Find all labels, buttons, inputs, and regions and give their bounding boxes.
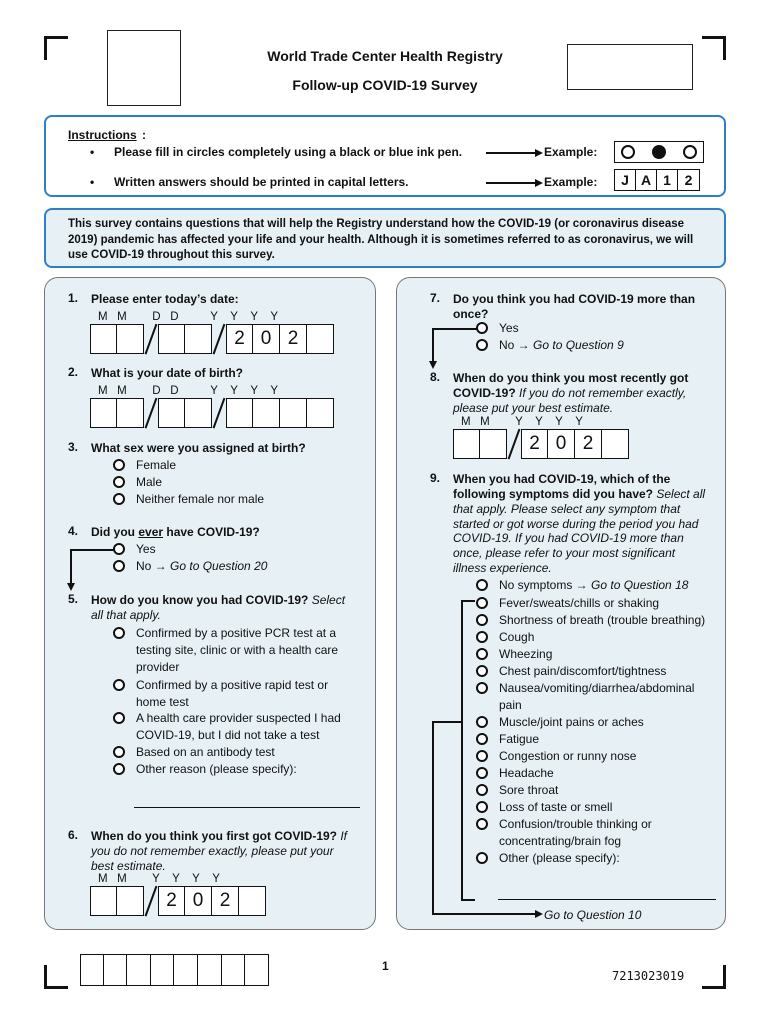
q5-option-pcr: Confirmed by a positive PCR test at a <box>136 626 337 640</box>
q9-option-shortness-of-breath: Shortness of breath (trouble breathing) <box>499 613 706 627</box>
q9-instruction-line: COVID-19. If you had COVID-19 more than <box>453 531 684 545</box>
q1-day-box[interactable] <box>158 324 185 354</box>
q8-date-field[interactable] <box>453 429 629 459</box>
q2-year-box[interactable] <box>226 398 253 428</box>
q9-instruction-line: once, please refer to your most significant <box>453 546 676 560</box>
example-letter: 1 <box>657 170 678 190</box>
example-letter-boxes <box>614 169 700 191</box>
q9-option-confusion-line2: concentrating/brain fog <box>499 834 622 848</box>
q6-text-cont: you do not remember exactly, please put your <box>91 844 334 858</box>
q9-option-circle[interactable] <box>476 716 488 728</box>
q9-option-muscle-pain: Muscle/joint pains or aches <box>499 715 644 729</box>
q8-year-box: 0 <box>548 429 575 459</box>
page-title: World Trade Center Health Registry <box>267 48 503 64</box>
q3-option-female: Female <box>136 458 177 472</box>
q4-option-no-circle[interactable] <box>113 560 125 572</box>
q3-option-neither: Neither female nor male <box>136 492 265 506</box>
example-empty-circle <box>621 145 635 159</box>
q1-month-box[interactable] <box>90 324 117 354</box>
q9-option-circle[interactable] <box>476 597 488 609</box>
q9-option-chest-pain: Chest pain/discomfort/tightness <box>499 664 667 678</box>
q1-text: Please enter today’s date: <box>91 292 239 306</box>
q6-date-field[interactable] <box>90 886 266 916</box>
q9-option-confusion: Confusion/trouble thinking or <box>499 817 652 831</box>
q9-option-cough: Cough <box>499 630 535 644</box>
q2-text: What is your date of birth? <box>91 366 243 380</box>
q9-option-circle[interactable] <box>476 648 488 660</box>
q9-text-cont: following symptoms did you have? Select all <box>453 487 706 501</box>
q1-year-box: 0 <box>253 324 280 354</box>
example-circles <box>614 141 704 163</box>
q9-option-fatigue: Fatigue <box>499 732 540 746</box>
q9-instruction-line: illness experience. <box>453 561 552 575</box>
q5-option-antibody: Based on an antibody test <box>136 745 275 759</box>
q8-year-box: 2 <box>575 429 602 459</box>
q9-option-other: Other (please specify): <box>499 851 620 865</box>
instruction-bullet-2: Written answers should be printed in capital letters. <box>114 175 409 189</box>
q9-option-nausea-line2: pain <box>499 698 522 712</box>
q5-option-other: Other reason (please specify): <box>136 762 297 776</box>
example-label-1: Example: <box>544 145 598 159</box>
q5-specify-line[interactable] <box>134 807 360 808</box>
q9-option-circle[interactable] <box>476 767 488 779</box>
q4-option-yes-circle[interactable] <box>113 543 125 555</box>
page-number: 1 <box>382 959 389 973</box>
q5-option-rapid-line2: home test <box>136 695 189 709</box>
intro-paragraph: This survey contains questions that will help the Registry understand how the COVID-19 (or coronavirus disease 2019) pandemic has affected your life and your health. Although it is sometimes referred to as coronavirus, we will use COVID-19 throughout this survey. <box>44 208 726 268</box>
q9-option-wheezing: Wheezing <box>499 647 553 661</box>
q5-option-circle[interactable] <box>113 763 125 775</box>
q5-number: 5. <box>68 592 79 606</box>
q6-text: When do you think you first got COVID-19? If <box>91 829 348 843</box>
q6-year-box[interactable] <box>239 886 266 916</box>
q9-specify-line[interactable] <box>498 899 716 900</box>
q5-option-circle[interactable] <box>113 627 125 639</box>
footer-id-boxes <box>80 954 269 986</box>
q9-instruction-line: that apply. Please select any symptom that <box>453 502 681 516</box>
q8-text: When do you think you most recently got <box>453 371 689 385</box>
q9-option-circle[interactable] <box>476 818 488 830</box>
example-letter: A <box>636 170 657 190</box>
q4-option-yes: Yes <box>136 542 156 556</box>
q9-option-circle[interactable] <box>476 784 488 796</box>
q1-month-box[interactable] <box>117 324 144 354</box>
q9-option-no-symptoms: No symptoms → Go to Question 18 <box>499 578 689 592</box>
instructions-heading: Instructions <box>68 128 137 142</box>
q5-option-pcr-line2: testing site, clinic or with a health care <box>136 643 339 657</box>
q9-text: When you had COVID-19, which of the <box>453 472 671 486</box>
example-letter: 2 <box>684 172 693 188</box>
q3-option-circle[interactable] <box>113 476 125 488</box>
q9-option-circle[interactable] <box>476 631 488 643</box>
form-id: 7213023019 <box>612 969 685 983</box>
q5-option-circle[interactable] <box>113 679 125 691</box>
q5-option-rapid: Confirmed by a positive rapid test or <box>136 678 329 692</box>
q6-text-cont2: best estimate. <box>91 859 166 873</box>
q8-field-labels: M M Y Y Y Y <box>461 416 583 428</box>
q9-option-circle[interactable] <box>476 665 488 677</box>
q8-year-box[interactable] <box>602 429 629 459</box>
q9-option-sore-throat: Sore throat <box>499 783 559 797</box>
registration-mark-bottom-left <box>44 965 68 989</box>
q6-number: 6. <box>68 828 79 842</box>
instruction-bullet-1: Please fill in circles completely using a black or blue ink pen. <box>114 145 463 159</box>
q9-option-circle[interactable] <box>476 852 488 864</box>
q8-text-cont: COVID-19? If you do not remember exactly, <box>453 386 687 400</box>
q2-month-box[interactable] <box>90 398 117 428</box>
q6-month-box[interactable] <box>117 886 144 916</box>
q3-option-circle[interactable] <box>113 459 125 471</box>
q8-text-cont2: please put your best estimate. <box>453 401 614 415</box>
q8-month-box[interactable] <box>453 429 480 459</box>
q9-option-circle[interactable] <box>476 579 488 591</box>
q5-option-circle[interactable] <box>113 746 125 758</box>
q9-instruction-line: started or got worse during the period you had <box>453 517 699 531</box>
bullet-dot: • <box>90 145 95 159</box>
q8-month-box[interactable] <box>480 429 507 459</box>
q2-number: 2. <box>68 365 79 379</box>
q1-field-labels: M M D D Y Y Y Y <box>98 311 279 323</box>
q7-option-no: No → Go to Question 9 <box>499 338 624 352</box>
q6-year-box: 2 <box>158 886 185 916</box>
q9-option-circle[interactable] <box>476 733 488 745</box>
q5-text-cont: all that apply. <box>91 608 161 622</box>
example-letter: J <box>615 170 636 190</box>
q9-goto-instruction: Go to Question 10 <box>544 908 642 922</box>
q2-day-box[interactable] <box>185 398 212 428</box>
instructions-panel: Instructions : • Please fill in circles completely using a black or blue ink pen. Example: • Written answers should be printed in capital letters. Example: J A 1 2 <box>44 115 726 197</box>
q3-option-circle[interactable] <box>113 493 125 505</box>
barcode-placeholder-box <box>107 30 181 106</box>
q9-option-circle[interactable] <box>476 801 488 813</box>
q9-option-nausea: Nausea/vomiting/diarrhea/abdominal <box>499 681 695 695</box>
q5-option-provider-line2: COVID-19, but I did not take a test <box>136 728 320 742</box>
q7-number: 7. <box>430 291 441 305</box>
q9-option-congestion: Congestion or runny nose <box>499 749 637 763</box>
q3-option-male: Male <box>136 475 163 489</box>
q3-number: 3. <box>68 440 79 454</box>
q4-option-no: No → Go to Question 20 <box>136 559 268 573</box>
q2-date-field[interactable] <box>90 398 334 428</box>
q2-year-box[interactable] <box>307 398 334 428</box>
q2-day-box[interactable] <box>158 398 185 428</box>
registration-mark-bottom-right <box>702 965 726 989</box>
q7-text: Do you think you had COVID-19 more than <box>453 292 696 306</box>
q4-text: Did you ever have COVID-19? <box>91 525 260 539</box>
q7-option-yes-circle[interactable] <box>476 322 488 334</box>
q9-option-headache: Headache <box>499 766 554 780</box>
q5-text: How do you know you had COVID-19? Select <box>91 593 346 607</box>
q9-option-circle[interactable] <box>476 750 488 762</box>
q7-option-no-circle[interactable] <box>476 339 488 351</box>
q6-month-box[interactable] <box>90 886 117 916</box>
q1-day-box[interactable] <box>185 324 212 354</box>
q7-option-yes: Yes <box>499 321 519 335</box>
q1-year-box: 2 <box>226 324 253 354</box>
q9-option-circle[interactable] <box>476 682 488 694</box>
q2-year-box[interactable] <box>280 398 307 428</box>
q5-option-pcr-line3: provider <box>136 660 180 674</box>
q6-year-box: 2 <box>212 886 239 916</box>
q1-number: 1. <box>68 291 79 305</box>
q4-number: 4. <box>68 524 79 538</box>
q6-year-box: 0 <box>185 886 212 916</box>
q6-field-labels: M M Y Y Y Y <box>98 873 220 885</box>
q1-date-field[interactable] <box>90 324 334 354</box>
example-label-2: Example: <box>544 175 598 189</box>
q7-text-cont: once? <box>453 307 489 321</box>
q3-text: What sex were you assigned at birth? <box>91 441 306 455</box>
q2-month-box[interactable] <box>117 398 144 428</box>
q1-year-box[interactable] <box>307 324 334 354</box>
q2-field-labels: M M D D Y Y Y Y <box>98 385 279 397</box>
example-empty-circle <box>683 145 697 159</box>
q9-option-loss-of-taste: Loss of taste or smell <box>499 800 613 814</box>
q8-year-box: 2 <box>521 429 548 459</box>
page-subtitle: Follow-up COVID-19 Survey <box>292 77 478 93</box>
q5-option-provider: A health care provider suspected I had <box>136 711 341 725</box>
q5-option-circle[interactable] <box>113 712 125 724</box>
q9-option-circle[interactable] <box>476 614 488 626</box>
q1-year-box: 2 <box>280 324 307 354</box>
example-filled-circle <box>652 145 666 159</box>
q9-option-fever: Fever/sweats/chills or shaking <box>499 596 660 610</box>
q2-year-box[interactable] <box>253 398 280 428</box>
q8-number: 8. <box>430 370 441 384</box>
q9-number: 9. <box>430 471 441 485</box>
